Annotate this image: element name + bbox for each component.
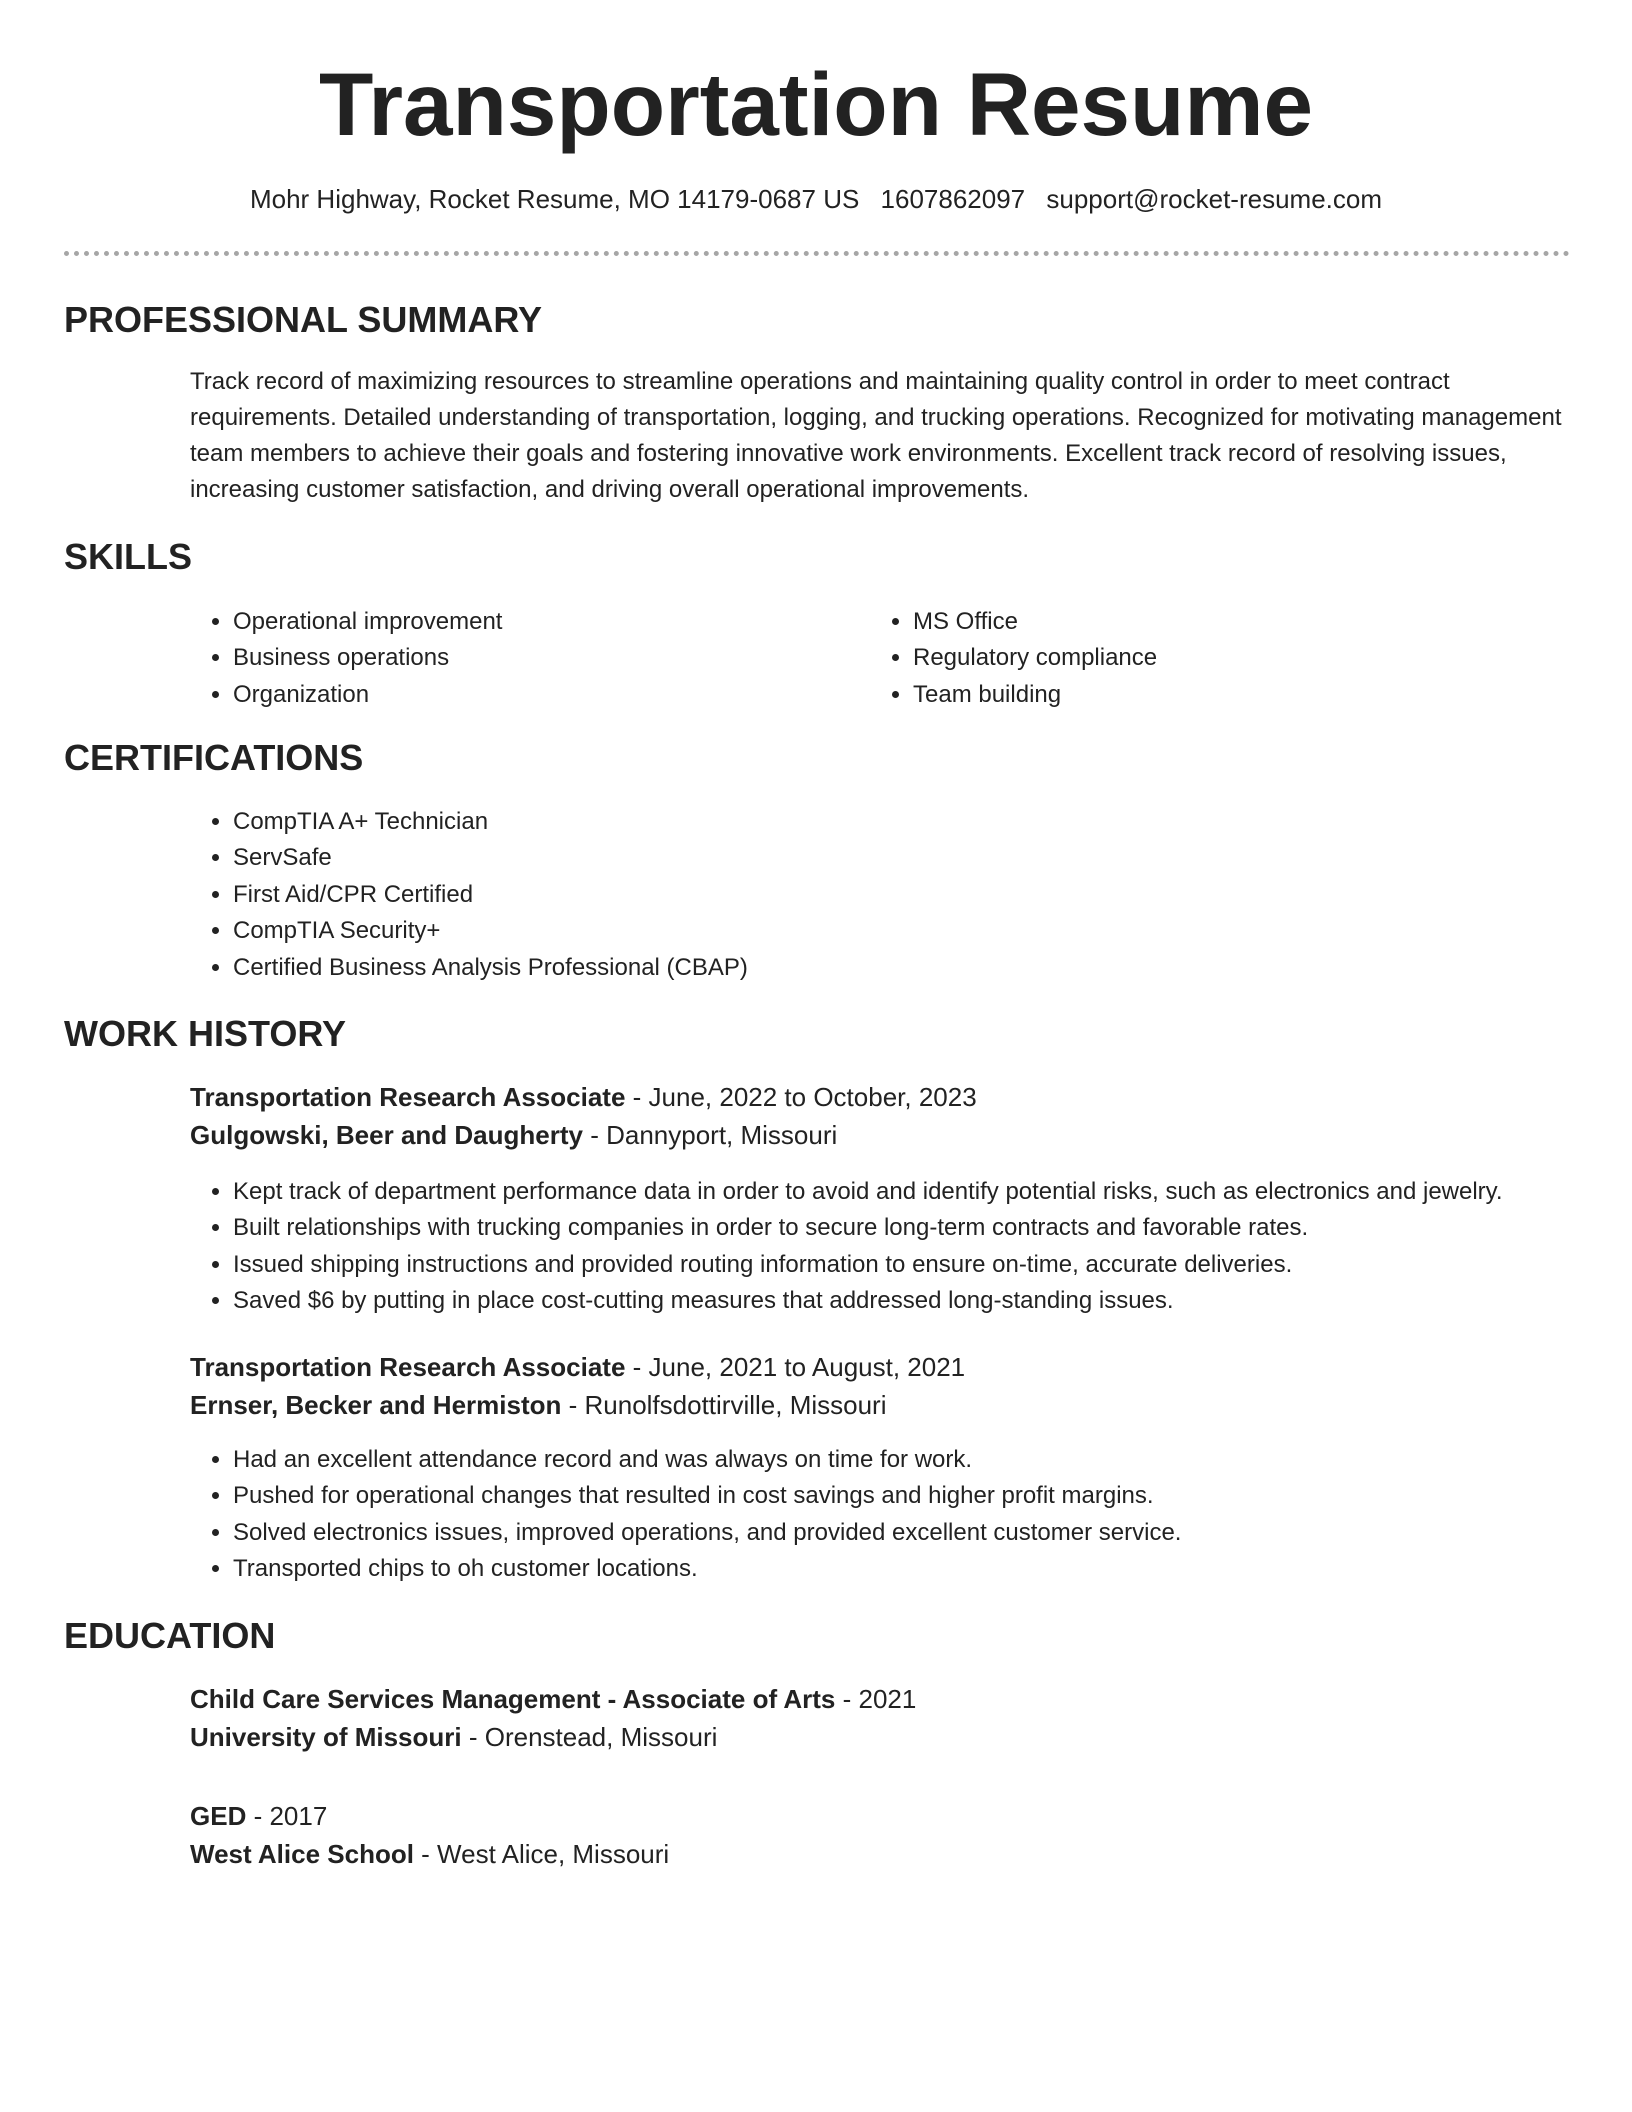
certification-item: • CompTIA A+ Technician [233,804,1533,840]
education-location: - Orenstead, Missouri [461,1722,718,1752]
certifications-list [190,804,1533,986]
job-bullet: • Saved $6 by putting in place cost-cutting measures that addressed long-standing issues. [233,1283,1632,1319]
job-company-line [190,1116,837,1154]
job-company-line [190,1386,886,1424]
job-bullet: • Solved electronics issues, improved operations, and provided excellent customer service. [233,1515,1632,1551]
job-title: Transportation Research Associate [190,1082,626,1112]
job-bullets [190,1174,1632,1320]
job-bullet: • Issued shipping instructions and provided routing information to ensure on-time, accurate deliveries. [233,1247,1632,1283]
education-school-line [190,1835,669,1873]
certifications-heading: CERTIFICATIONS [64,737,364,778]
job-company: Ernser, Becker and Hermiston [190,1390,562,1420]
job-bullet: • Had an excellent attendance record and was always on time for work. [233,1442,1632,1478]
job-bullet: • Built relationships with trucking companies in order to secure long-term contracts and favorable rates. [233,1210,1632,1246]
job-location: - Runolfsdottirville, Missouri [561,1390,887,1420]
skill-item: • Business operations [233,640,833,676]
job-company: Gulgowski, Beer and Daugherty [190,1120,583,1150]
education-heading: EDUCATION [64,1615,276,1656]
job-bullet: • Kept track of department performance data in order to avoid and identify potential risks, such as electronics and jewelry. [233,1174,1632,1210]
certification-item: • ServSafe [233,840,1533,876]
summary-heading: PROFESSIONAL SUMMARY [64,299,543,340]
skills-list-right [870,604,1513,713]
education-school: West Alice School [190,1839,414,1869]
education-school: University of Missouri [190,1722,462,1752]
education-year: - 2017 [246,1801,328,1831]
job-title-line [190,1078,977,1116]
job-bullets [190,1442,1632,1588]
skill-item: • Organization [233,677,833,713]
job-title-line [190,1348,965,1386]
job-title: Transportation Research Associate [190,1352,626,1382]
education-year: - 2021 [835,1684,917,1714]
job-location: - Dannyport, Missouri [582,1120,838,1150]
education-school-line [190,1718,717,1756]
job-dates: - June, 2021 to August, 2021 [625,1352,966,1382]
job-dates: - June, 2022 to October, 2023 [625,1082,977,1112]
skill-item: • Team building [913,677,1513,713]
header-divider [64,251,1570,256]
education-location: - West Alice, Missouri [413,1839,670,1869]
skill-item: • Operational improvement [233,604,833,640]
education-degree-line [190,1797,327,1835]
education-degree: Child Care Services Management - Associate of Arts [190,1684,836,1714]
education-degree-line [190,1680,916,1718]
job-bullet: • Transported chips to oh customer locations. [233,1551,1632,1587]
certification-item: • First Aid/CPR Certified [233,877,1533,913]
skills-list-left [190,604,833,713]
certification-item: • Certified Business Analysis Professional (CBAP) [233,950,1533,986]
contact-line [0,181,1632,217]
resume-title: Transportation Resume [318,54,1314,154]
contact-address: Mohr Highway, Rocket Resume, MO 14179-0687 US [249,184,860,214]
work-history-heading: WORK HISTORY [64,1013,347,1054]
skill-item: • Regulatory compliance [913,640,1513,676]
contact-email: support@rocket-resume.com [1046,184,1383,214]
summary-text: Track record of maximizing resources to streamline operations and maintaining quality control in order to meet contract requirements. Detailed understanding of transportation, logging, and trucking operations. Recognized for motivating management team members to achieve their goals and fostering innovative work environments. Excellent track record of resolving issues, increasing customer satisfaction, and driving overall operational improvements. [190,368,1562,503]
skills-heading: SKILLS [64,536,193,577]
skill-item: • MS Office [913,604,1513,640]
contact-phone: 1607862097 [880,184,1026,214]
education-degree: GED [190,1801,247,1831]
job-bullet: • Pushed for operational changes that resulted in cost savings and higher profit margins. [233,1478,1632,1514]
certification-item: • CompTIA Security+ [233,913,1533,949]
